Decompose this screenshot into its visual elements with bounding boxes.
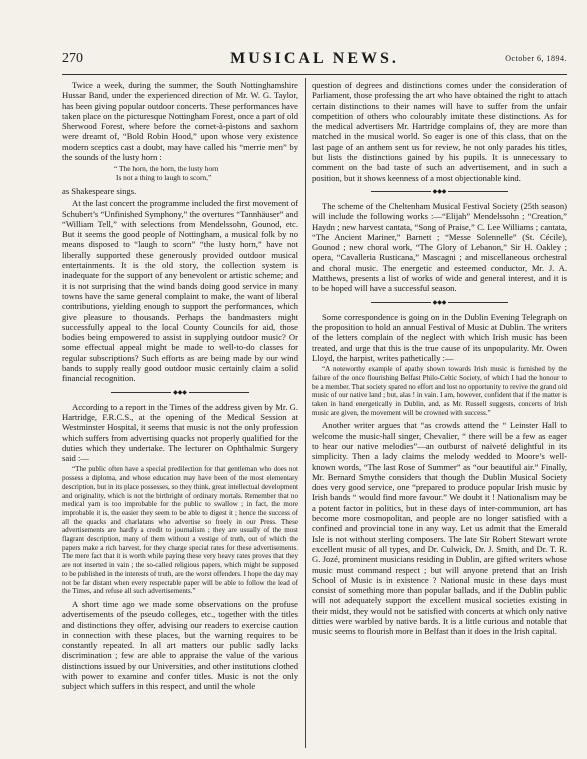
section-separator: ◆◆◆ bbox=[62, 391, 298, 395]
page-header bbox=[62, 50, 567, 74]
right-column bbox=[312, 80, 567, 755]
verse-line: “ The horn, the horn, the lusty horn bbox=[114, 164, 219, 174]
page-number: 270 bbox=[62, 51, 83, 66]
quoted-lecture: “The public often have a special predilection for that gentleman who does not possess a diploma, and whose education may have been of the most elementary description, but in its place possesses, so they think, great intellectual development and originality, which is not the birthright of ordinary mortals. Remember that no medical yarn is too improbable for the public to swallow ; in fact, the more improbable it is, the easier they seem to be able to digest it ; hence the success of all the quacks and charlatans who advertise so freely in our Press. These advertisements are hardly a credit to journalism ; they are usually of the most flagrant description, many of them without a vestige of truth, out of which the papers make a rich harvest, for they charge special rates for these advertisements. The mere fact that it is worth while paying these very heavy rates proves that they are not inserted in vain ; the so-called religious papers, which might be supposed to be published in the interests of truth, are the worst offenders. I hope the day may not be far distant when every respectable paper will be able to follow the lead of the Times, and refuse all such advertisements.” bbox=[62, 465, 298, 596]
article-pseudo-colleges: A short time ago we made some observations on the profuse advertisements of the pseudo colleges, etc., together with the titles and distinctions they offer, advising our readers to exercise caution in connection with these places, but the warning requires to be constantly repeated. In all art matters our public sadly lacks discrimination ; few are able to appraise the value of the various distinctions issued by our Universities, and other institutions clothed with power to examine and confer titles. Music is not the only subject which suffers in this respect, and until the whole bbox=[62, 598, 298, 692]
section-separator: ◆◆◆ bbox=[312, 301, 567, 305]
masthead-title: MUSICAL NEWS. bbox=[230, 50, 399, 67]
article-degrees-continued: question of degrees and distinctions comes under the consideration of Parliament, those professing the art who have obtained the right to attach certain distinctions to their names will have to suffer from the unfair competition of others who colourably imitate these distinctions. As for the medical advertisers Mr. Hartridge complains of, they are more than matched in the musical world. So eager is one of this class, that on the last page of an anthem sent us for review, he not only parades his titles, but lists the distinctions gained by his pupils. It is unnecessary to comment on the bad taste of such an advertisement, and in such a position, but it shows keenness of a most objectionable kind. bbox=[312, 80, 567, 183]
header-rule bbox=[62, 74, 567, 75]
quoted-letter: “A noteworthy example of apathy shown towards Irish music is furnished by the failure of the once flourishing Belfast Philo-Celtic Society, of which I had the honour to be a member. That society spared no effort and lost no opportunity to revive the grand old music of our native land ; but, alas ! in vain. I am, however, confident that if the matter is taken in hand energetically in Dublin, and, as Mr. Russell suggests, concerts of Irish music are given, the movement will be crowned with success.” bbox=[312, 365, 567, 417]
article-cheltenham-festival: The scheme of the Cheltenham Musical Festival Society (25th season) will include the following works :—“Elijah” Mendelssohn ; “Creation,” Haydn ; new harvest cantata, “Song of Praise,” C. Lee Williams ; cantata, “The Ancient Mariner,” Barnett ; “Messe Solennelle” (St. Cécile), Gounod ; new choral work, “The Glory of Lebanon,” Sir H. Oakley ; opera, “Cavalleria Rusticana,” Mascagni ; and miscellaneous orchestral and choral music. The energetic and esteemed conductor, Mr. J. A. Matthews, presents a list of works of wide and general interest, and it is to be hoped will have a successful season. bbox=[312, 200, 567, 294]
article-irish-music: Another writer argues that “as crowds attend the “ Leinster Hall to welcome the music-hall singer, Chevalier, “ there will be a few as eager to hear our native melodies”—an outburst of naïveté delightful in its simplicity. Then a lady claims the melody wedded to Moore’s well-known words, “The last Rose of Summer” as “our beautiful air.” Finally, Mr. Bernard Smythe considers that though the Dublin Musical Society does very good service, one “prepared to produce popular Irish music by Irish bands “ would find more favour.” We doubt it ! Nationalism may be a potent factor in politics, but in these days of inter-communion, art has become more cosmopolitan, and people are no longer satisfied with a confined and provincial tone in any way. Let us admit that the Emerald Isle is not without sterling composers. The late Sir Robert Stewart wrote excellent music of all types, and Dr. Culwick, Dr. J. Smith, and Dr. T. R. G. Jozé, prominent musicians residing in Dublin, are gifted writers whose music must command respect ; but will anyone pretend that an Irish School of Music is in existence ? National music in these days must consist of something more than popular ballads, and if the Dublin public will not adequately support the excellent musical societies existing in their midst, they would not be satisfied with concerts at which only native ditties were warbled by native bards. It is a little curious and notable that music seems to flourish more in Belfast than it does in the Irish capital. bbox=[312, 420, 567, 637]
section-separator: ◆◆◆ bbox=[312, 190, 567, 194]
column-divider bbox=[305, 78, 306, 748]
article-nottingham-band: Twice a week, during the summer, the South Nottinghamshire Hussar Band, under the experienced direction of Mr. W. G. Taylor, has been giving popular outdoor concerts. These performances have taken place on the picturesque Nottingham Forest, once a part of old Sherwood Forest, where before the cornet-à-pistons and saxhorn were dreamt of, “Bold Robin Hood,” upon whose very existence modern sceptics cast a doubt, may have called his “merrie men” by the sounds of the lusty horn : bbox=[62, 80, 298, 163]
left-column bbox=[62, 80, 298, 755]
verse-line: Is not a thing to laugh to scorn,” bbox=[116, 173, 212, 183]
shakespeare-verse bbox=[114, 165, 298, 183]
issue-date: October 6, 1894. bbox=[505, 54, 567, 63]
article-concert-programme: At the last concert the programme included the first movement of Schubert’s “Unfinished Symphony,” the overtures “Tannhäuser” and “William Tell,” with selections from Mendelssohn, Gounod, etc. But it seems the good people of Nottingham, a musical folk by no means disposed to “laugh to scorn” “the lusty horn,” have not liberally supported these generously provided outdoor musical entertainments. It is the old story, the collection system is inadequate for the support of any benevolent or artistic scheme; and it is not surprising that the wind bands doing good service in many towns have the same general complaint to make, the want of liberal contributions, yielding enough to support the performances, which give pleasure to thousands. Perhaps the bandmasters might successfully appeal to the local County Councils for aid, those bodies being empowered to assist in supplying outdoor music? Or some effectual appeal might be made to well-to-do classes for regular subscriptions? Such efforts as are being made by our wind bands to supply really good outdoor music certainly claim a solid financial recognition. bbox=[62, 198, 298, 384]
verse-attribution: as Shakespeare sings. bbox=[62, 185, 137, 196]
article-dublin-festival: Some correspondence is going on in the Dublin Evening Telegraph on the proposition to hold an annual Festival of Music at Dublin. The writers of the letters complain of the neglect with which Irish music has been treated, and urge that this is the true cause of its unpopularity. Mr. Owen Lloyd, the harpist, writes pathetically :— bbox=[312, 311, 567, 363]
article-medical-quacks: According to a report in the Times of the address given by Mr. G. Hartridge, F.R.C.S., at the opening of the Medical Session at Westminster Hospital, it seems that music is not the only profession which suffers from advertising quacks not properly qualified for the duties which they undertake. The lecturer on Ophthalmic Surgery said :— bbox=[62, 401, 298, 464]
